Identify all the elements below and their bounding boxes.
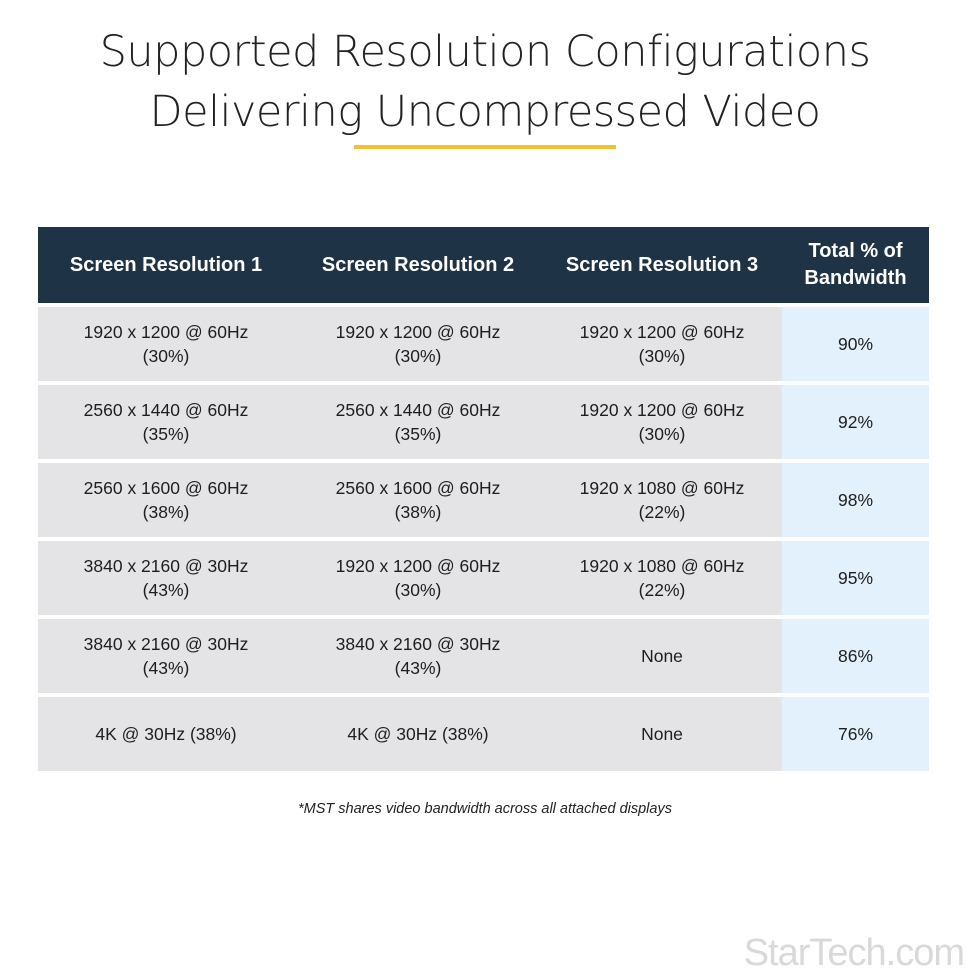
title-line-1: Supported Resolution Configurations (99, 27, 871, 77)
cell-line: 3840 x 2160 @ 30Hz (83, 556, 249, 576)
cell-line: (30%) (142, 346, 190, 366)
cell-total-bandwidth: 86% (782, 619, 929, 693)
cell-resolution-3 (542, 385, 782, 459)
cell-resolution-2 (294, 307, 542, 381)
cell-line: 1920 x 1200 @ 60Hz (83, 322, 249, 342)
footnote: *MST shares video bandwidth across all attached displays (298, 801, 672, 817)
cell-line: None (641, 646, 683, 666)
cell-resolution-1 (38, 307, 294, 381)
cell-line: (43%) (394, 658, 442, 678)
cell-resolution-1 (38, 385, 294, 459)
title-underline (354, 145, 616, 149)
header-screen-resolution-1: Screen Resolution 1 (69, 253, 263, 276)
cell-resolution-3 (542, 463, 782, 537)
cell-line: 2560 x 1600 @ 60Hz (83, 478, 249, 498)
cell-resolution-1 (38, 463, 294, 537)
cell-resolution-2 (294, 541, 542, 615)
header-screen-resolution-2: Screen Resolution 2 (321, 253, 515, 276)
header-total-bandwidth: Total % of Bandwidth (804, 240, 907, 289)
table-row (38, 619, 929, 693)
cell-line: 1920 x 1080 @ 60Hz (579, 556, 745, 576)
cell-line: None (641, 724, 683, 744)
cell-line: (43%) (142, 580, 190, 600)
cell-line: 2560 x 1440 @ 60Hz (83, 400, 249, 420)
table-row (38, 385, 929, 459)
cell-line: 1920 x 1200 @ 60Hz (579, 400, 745, 420)
cell-resolution-2 (294, 385, 542, 459)
cell-line: (30%) (394, 580, 442, 600)
table-row (38, 541, 929, 615)
cell-resolution-2 (294, 697, 542, 771)
cell-line: (22%) (638, 502, 686, 522)
table-row (38, 307, 929, 381)
cell-line: 1920 x 1080 @ 60Hz (579, 478, 745, 498)
cell-line: 2560 x 1440 @ 60Hz (335, 400, 501, 420)
cell-resolution-3 (542, 619, 782, 693)
cell-resolution-1 (38, 541, 294, 615)
cell-line: 1920 x 1200 @ 60Hz (335, 322, 501, 342)
cell-line: (30%) (394, 346, 442, 366)
cell-line: (22%) (638, 580, 686, 600)
cell-total-bandwidth: 90% (782, 307, 929, 381)
cell-line: (30%) (638, 424, 686, 444)
cell-line: 3840 x 2160 @ 30Hz (83, 634, 249, 654)
brand-watermark: StarTech.com (743, 932, 964, 974)
cell-line: 1920 x 1200 @ 60Hz (579, 322, 745, 342)
table-row (38, 463, 929, 537)
cell-resolution-1 (38, 697, 294, 771)
cell-total-bandwidth: 98% (782, 463, 929, 537)
title-line-2: Delivering Uncompressed Video (149, 87, 821, 137)
cell-total-bandwidth: 92% (782, 385, 929, 459)
cell-line: (35%) (142, 424, 190, 444)
cell-resolution-2 (294, 619, 542, 693)
cell-resolution-2 (294, 463, 542, 537)
cell-line: (38%) (142, 502, 190, 522)
cell-total-bandwidth: 76% (782, 697, 929, 771)
cell-line: (35%) (394, 424, 442, 444)
header-screen-resolution-3: Screen Resolution 3 (565, 253, 759, 276)
page-title (0, 22, 970, 142)
table-row (38, 697, 929, 771)
cell-resolution-3 (542, 307, 782, 381)
cell-line: (30%) (638, 346, 686, 366)
resolution-table (38, 227, 929, 771)
cell-resolution-3 (542, 697, 782, 771)
cell-total-bandwidth: 95% (782, 541, 929, 615)
cell-line: (38%) (394, 502, 442, 522)
cell-line: 3840 x 2160 @ 30Hz (335, 634, 501, 654)
table-header (38, 227, 929, 303)
cell-line: 1920 x 1200 @ 60Hz (335, 556, 501, 576)
cell-line: 2560 x 1600 @ 60Hz (335, 478, 501, 498)
cell-resolution-1 (38, 619, 294, 693)
cell-line: 4K @ 30Hz (38%) (95, 724, 237, 744)
cell-line: (43%) (142, 658, 190, 678)
cell-line: 4K @ 30Hz (38%) (347, 724, 489, 744)
cell-resolution-3 (542, 541, 782, 615)
